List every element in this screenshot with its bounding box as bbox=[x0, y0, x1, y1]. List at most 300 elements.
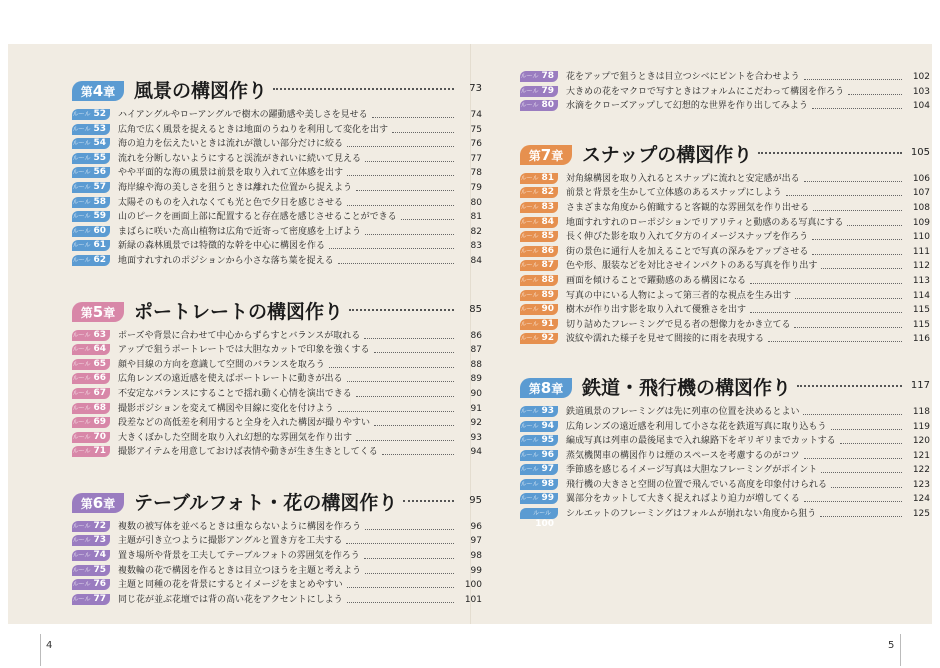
rule-title: 大きめの花をマクロで写すときはフォルムにこだわって構図を作ろう bbox=[566, 86, 845, 97]
rule-page-number: 92 bbox=[470, 418, 482, 429]
toc-row bbox=[520, 186, 930, 201]
rule-badge bbox=[72, 240, 110, 251]
rule-number: 85 bbox=[541, 231, 554, 242]
rule-title: 複数輪の花で構図を作るときは目立つほうを主題と考えよう bbox=[118, 565, 362, 576]
rule-number: 94 bbox=[541, 420, 554, 431]
rule-title: 切り詰めたフレーミングで見る者の想像力をかき立てる bbox=[566, 319, 791, 330]
rule-badge bbox=[520, 464, 558, 475]
rule-badge-prefix: ルール bbox=[72, 331, 91, 339]
rule-page-number: 80 bbox=[470, 197, 482, 208]
leader-dots bbox=[401, 219, 454, 220]
rule-badge bbox=[72, 579, 110, 590]
rule-page-number: 102 bbox=[912, 72, 930, 82]
rule-badge bbox=[72, 197, 110, 208]
chapter-badge-label: 第 bbox=[528, 381, 541, 396]
rule-number: 88 bbox=[541, 274, 554, 285]
chapter-badge-number: 5 bbox=[92, 302, 104, 321]
rule-title: まばらに咲いた高山植物は広角で近寄って密度感を上げよう bbox=[118, 226, 362, 237]
chapter-badge-label: 第 bbox=[80, 496, 93, 511]
rule-badge bbox=[520, 290, 558, 301]
leader-dots bbox=[831, 487, 902, 488]
rule-page-number: 87 bbox=[470, 345, 482, 356]
chapter-badge-number: 6 bbox=[92, 493, 104, 512]
rule-number: 92 bbox=[541, 333, 554, 344]
rule-number: 77 bbox=[93, 593, 106, 604]
rule-number: 80 bbox=[541, 100, 554, 111]
rule-badge bbox=[72, 359, 110, 370]
rule-number: 61 bbox=[93, 240, 106, 251]
rule-badge-prefix: ルール bbox=[72, 154, 91, 162]
toc-row bbox=[72, 225, 482, 240]
rule-badge-prefix: ルール bbox=[72, 242, 91, 250]
leader-dots bbox=[347, 146, 454, 147]
rule-page-number: 120 bbox=[912, 436, 930, 447]
rule-page-number: 84 bbox=[470, 255, 482, 266]
rule-title: 山のピークを画面上部に配置すると存在感を感じさせることができる bbox=[118, 212, 397, 223]
leader-dots bbox=[831, 429, 902, 430]
folio-bar-right bbox=[900, 634, 901, 666]
rule-badge bbox=[72, 153, 110, 164]
rule-badge-prefix: ルール bbox=[520, 218, 539, 226]
rule-title: 撮影ポジションを変えて構図や目線に変化を付けよう bbox=[118, 403, 334, 414]
toc-row bbox=[520, 507, 930, 530]
toc-row bbox=[520, 492, 930, 507]
rule-title: 蒸気機関車の構図作りは煙のスペースを考慮するのがコツ bbox=[566, 450, 800, 461]
chapter-leader-dots bbox=[758, 152, 902, 154]
rule-badge bbox=[520, 435, 558, 446]
rule-badge bbox=[520, 260, 558, 271]
rule-number: 67 bbox=[93, 387, 106, 398]
rule-badge-prefix: ルール bbox=[72, 448, 91, 456]
rule-title: 波紋や濡れた様子を見せて間接的に雨を表現する bbox=[566, 334, 765, 345]
rule-badge bbox=[72, 403, 110, 414]
leader-dots bbox=[794, 327, 902, 328]
rule-page-number: 83 bbox=[470, 241, 482, 252]
rule-page-number: 74 bbox=[470, 110, 482, 120]
rule-badge bbox=[520, 231, 558, 242]
rule-badge-prefix: ルール bbox=[520, 495, 539, 503]
rule-title: 海の迫力を伝えたいときは流れが激しい部分だけに絞る bbox=[118, 139, 344, 150]
right-page-toc bbox=[520, 70, 930, 530]
rule-page-number: 90 bbox=[470, 388, 482, 399]
rule-number: 63 bbox=[93, 329, 106, 340]
rule-badge bbox=[520, 479, 558, 490]
leader-dots bbox=[847, 225, 902, 226]
rule-number: 79 bbox=[541, 85, 554, 96]
rule-number: 52 bbox=[93, 109, 106, 119]
rule-page-number: 86 bbox=[470, 330, 482, 341]
rule-badge-prefix: ルール bbox=[72, 595, 91, 603]
toc-row bbox=[520, 303, 930, 318]
rule-number: 70 bbox=[93, 431, 106, 442]
rule-badge bbox=[72, 124, 110, 135]
rule-badge-prefix: ルール bbox=[72, 360, 91, 368]
rule-badge-prefix: ルール bbox=[72, 522, 91, 530]
chapter-heading-ch8 bbox=[520, 373, 930, 401]
rule-badge bbox=[72, 535, 110, 546]
rule-number: 83 bbox=[541, 201, 554, 212]
rule-badge-prefix: ルール bbox=[520, 87, 539, 95]
rule-number: 54 bbox=[93, 138, 106, 149]
rule-badge-prefix: ルール bbox=[72, 140, 91, 148]
chapter-badge-suffix: 章 bbox=[103, 85, 116, 99]
leader-dots bbox=[338, 411, 454, 412]
rule-badge bbox=[72, 211, 110, 222]
rule-title: やや平面的な海の風景は前景を取り入れて立体感を出す bbox=[118, 168, 344, 179]
rule-page-number: 82 bbox=[470, 226, 482, 237]
chapter-title: 風景の構図作り bbox=[134, 80, 268, 102]
toc-row bbox=[520, 85, 930, 100]
rule-page-number: 124 bbox=[912, 494, 930, 505]
rule-badge-prefix: ルール bbox=[520, 437, 539, 445]
rule-title: 海岸線や海の美しさを狙うときは離れた位置から捉えよう bbox=[118, 182, 353, 193]
rule-title: 広角レンズの遠近感を利用して小さな花を鉄道写真に取り込もう bbox=[566, 421, 827, 432]
leader-dots bbox=[750, 283, 902, 284]
rule-badge-prefix: ルール bbox=[520, 320, 539, 328]
rule-number: 99 bbox=[541, 493, 554, 504]
rule-badge bbox=[72, 344, 110, 355]
leader-dots bbox=[347, 602, 454, 603]
rule-badge bbox=[72, 565, 110, 576]
rule-number: 86 bbox=[541, 245, 554, 256]
rule-number: 58 bbox=[93, 196, 106, 207]
rule-page-number: 118 bbox=[912, 406, 930, 417]
rule-badge bbox=[520, 304, 558, 315]
rule-number: 81 bbox=[541, 172, 554, 183]
rule-title: 色や形、服装などを対比させインパクトのある写真を作り出す bbox=[566, 261, 818, 272]
leader-dots bbox=[365, 161, 454, 162]
rule-page-number: 76 bbox=[470, 139, 482, 150]
rule-badge-prefix: ルール bbox=[520, 189, 539, 197]
toc-row bbox=[72, 196, 482, 211]
rule-page-number: 111 bbox=[912, 246, 930, 257]
rule-title: 同じ花が並ぶ花壇では背の高い花をアクセントにしよう bbox=[118, 594, 343, 605]
rule-title: 広角レンズの遠近感を使えばポートレートに動きが出る bbox=[118, 374, 343, 385]
leader-dots bbox=[803, 414, 902, 415]
rule-badge-prefix: ルール bbox=[72, 227, 91, 235]
rule-badge bbox=[520, 246, 558, 257]
rule-badge-prefix: ルール bbox=[72, 213, 91, 221]
rule-badge bbox=[520, 217, 558, 228]
leader-dots bbox=[812, 254, 902, 255]
rule-badge-prefix: ルール bbox=[72, 552, 91, 560]
leader-dots bbox=[356, 440, 454, 441]
toc-row bbox=[72, 402, 482, 417]
rule-page-number: 119 bbox=[912, 421, 930, 432]
rule-badge bbox=[72, 226, 110, 237]
chapter-badge-number: 7 bbox=[540, 145, 552, 164]
leader-dots bbox=[338, 263, 454, 264]
rule-page-number: 81 bbox=[470, 212, 482, 223]
rule-title: 主題が引き立つように撮影アングルと置き方を工夫する bbox=[118, 536, 343, 547]
rule-page-number: 94 bbox=[470, 447, 482, 458]
rule-number: 78 bbox=[541, 71, 554, 81]
chapter-title: スナップの構図作り bbox=[582, 143, 753, 166]
rule-number: 90 bbox=[541, 304, 554, 315]
rule-number: 55 bbox=[93, 152, 106, 163]
leader-dots bbox=[374, 352, 454, 353]
leader-dots bbox=[820, 516, 902, 517]
toc-row bbox=[520, 318, 930, 333]
toc-row bbox=[520, 274, 930, 289]
leader-dots bbox=[795, 298, 902, 299]
rule-number: 73 bbox=[93, 535, 106, 546]
rule-title: 広角で広く風景を捉えるときは地面のうねりを利用して変化を出す bbox=[118, 124, 389, 135]
rule-badge-prefix: ルール bbox=[520, 233, 539, 241]
rule-number: 66 bbox=[93, 373, 106, 384]
left-page-toc bbox=[72, 76, 482, 607]
rule-badge bbox=[72, 446, 110, 457]
toc-row bbox=[72, 108, 482, 123]
rule-title: アップで狙うポートレートでは大胆なカットで印象を強くする bbox=[118, 345, 370, 356]
rule-number: 71 bbox=[93, 446, 106, 457]
rule-number: 74 bbox=[93, 550, 106, 561]
toc-row bbox=[520, 216, 930, 231]
leader-dots bbox=[821, 472, 902, 473]
rule-page-number: 97 bbox=[470, 536, 482, 547]
rule-title: 写真の中にいる人物によって第三者的な視点を生み出す bbox=[566, 290, 792, 301]
leader-dots bbox=[372, 117, 454, 118]
rule-title: さまざまな角度から俯瞰すると客観的な雰囲気を作り出せる bbox=[566, 202, 810, 213]
toc-row bbox=[72, 181, 482, 196]
rule-badge bbox=[520, 421, 558, 432]
rule-badge bbox=[520, 86, 558, 97]
rule-badge-prefix: ルール bbox=[72, 433, 91, 441]
toc-row bbox=[72, 123, 482, 138]
rule-page-number: 125 bbox=[912, 509, 930, 520]
leader-dots bbox=[347, 175, 454, 176]
rule-number: 84 bbox=[541, 216, 554, 227]
rule-page-number: 99 bbox=[470, 565, 482, 576]
rule-badge-prefix: ルール bbox=[520, 174, 539, 182]
toc-row bbox=[520, 478, 930, 493]
rule-number: 60 bbox=[93, 225, 106, 236]
chapter-badge bbox=[520, 145, 572, 165]
rule-title: 複数の被写体を並べるときは重ならないように構図を作ろう bbox=[118, 521, 362, 532]
rule-title: 対角線構図を取り入れるとスナップに流れと安定感が出る bbox=[566, 173, 800, 184]
toc-row bbox=[520, 332, 930, 347]
rule-title: 街の景色に通行人を加えることで写真の深みをアップさせる bbox=[566, 246, 809, 257]
rule-title: 飛行機の大きさと空間の位置で飛んでいる高度を印象付けられる bbox=[566, 479, 828, 490]
leader-dots bbox=[364, 558, 454, 559]
leader-dots bbox=[392, 132, 454, 133]
rule-title: 編成写真は列車の最後尾まで入れ線路下をギリギリまでカットする bbox=[566, 436, 836, 447]
rule-page-number: 113 bbox=[912, 275, 930, 286]
rule-title: 樹木が作り出す影を取り入れて優雅さを出す bbox=[566, 305, 747, 316]
rule-page-number: 78 bbox=[470, 168, 482, 179]
rule-badge-prefix: ルール bbox=[72, 566, 91, 574]
rule-badge-prefix: ルール bbox=[520, 407, 539, 415]
chapter-page-number: 73 bbox=[469, 83, 482, 94]
rule-badge bbox=[72, 330, 110, 341]
rule-badge-prefix: ルール bbox=[520, 422, 539, 430]
toc-row bbox=[72, 372, 482, 387]
rule-page-number: 116 bbox=[912, 334, 930, 345]
rule-badge bbox=[72, 550, 110, 561]
rule-badge bbox=[72, 388, 110, 399]
leader-dots bbox=[804, 501, 902, 502]
rule-page-number: 96 bbox=[470, 521, 482, 532]
rule-number: 91 bbox=[541, 318, 554, 329]
rule-badge bbox=[520, 187, 558, 198]
leader-dots bbox=[346, 543, 454, 544]
leader-dots bbox=[382, 454, 454, 455]
rule-page-number: 123 bbox=[912, 479, 930, 490]
rule-badge-prefix: ルール bbox=[72, 183, 91, 191]
toc-row bbox=[72, 387, 482, 402]
leader-dots bbox=[364, 338, 454, 339]
page-number-right: 5 bbox=[888, 640, 895, 651]
leader-dots bbox=[365, 234, 454, 235]
chapter-badge-suffix: 章 bbox=[103, 496, 116, 511]
leader-dots bbox=[840, 443, 902, 444]
rule-page-number: 100 bbox=[464, 580, 482, 591]
chapter-badge-label: 第 bbox=[80, 85, 93, 99]
leader-dots bbox=[750, 312, 902, 313]
toc-row bbox=[520, 259, 930, 274]
rule-page-number: 108 bbox=[912, 202, 930, 213]
rule-badge bbox=[520, 71, 558, 82]
rule-title: 流れを分断しないようにすると渓流がきれいに続いて見える bbox=[118, 153, 362, 164]
toc-row bbox=[520, 449, 930, 464]
leader-dots bbox=[374, 425, 454, 426]
rule-badge-prefix: ルール bbox=[520, 73, 539, 80]
rule-page-number: 115 bbox=[912, 319, 930, 330]
toc-row bbox=[72, 593, 482, 608]
rule-badge-prefix: ルール bbox=[520, 451, 539, 459]
rule-number: 56 bbox=[93, 167, 106, 178]
rule-title: 大きくぼかした空間を取り入れ幻想的な雰囲気を作り出す bbox=[118, 432, 353, 443]
leader-dots bbox=[365, 573, 454, 574]
toc-row bbox=[72, 329, 482, 344]
rule-badge bbox=[72, 432, 110, 443]
toc-row bbox=[72, 210, 482, 225]
rule-page-number: 104 bbox=[912, 101, 930, 112]
rule-badge-prefix: ルール bbox=[520, 291, 539, 299]
rule-badge-prefix: ルール bbox=[72, 419, 91, 427]
toc-row bbox=[72, 445, 482, 460]
rule-badge bbox=[520, 508, 558, 530]
toc-row bbox=[72, 166, 482, 181]
rule-badge-prefix: ルール bbox=[72, 111, 91, 118]
rule-number: 62 bbox=[93, 254, 106, 265]
leader-dots bbox=[356, 190, 454, 191]
rule-number: 72 bbox=[93, 520, 106, 531]
rule-title: 置き場所や背景を工夫してテーブルフォトの雰囲気を作ろう bbox=[118, 551, 360, 562]
rule-number: 95 bbox=[541, 435, 554, 446]
rule-badge-prefix: ルール bbox=[72, 389, 91, 397]
leader-dots bbox=[329, 248, 454, 249]
leader-dots bbox=[812, 108, 902, 109]
rule-title: 太陽そのものを入れなくても光と色で夕日を感じさせる bbox=[118, 197, 344, 208]
rule-badge-prefix: ルール bbox=[520, 247, 539, 255]
chapter-leader-dots bbox=[403, 500, 454, 502]
chapter-heading-ch4 bbox=[72, 76, 482, 104]
rule-number: 89 bbox=[541, 289, 554, 300]
rule-title: 不安定なバランスにすることで揺れ動く心情を演出できる bbox=[118, 388, 352, 399]
chapter-title: テーブルフォト・花の構図作り bbox=[134, 491, 398, 514]
rule-badge bbox=[520, 333, 558, 344]
rule-page-number: 101 bbox=[464, 594, 482, 605]
chapter-badge-suffix: 章 bbox=[551, 381, 564, 396]
rule-number: 76 bbox=[93, 579, 106, 590]
rule-page-number: 93 bbox=[470, 432, 482, 443]
rule-number: 97 bbox=[541, 464, 554, 475]
chapter-leader-dots bbox=[797, 385, 902, 387]
chapter-badge-number: 8 bbox=[540, 378, 552, 397]
chapter-badge-label: 第 bbox=[528, 148, 541, 163]
rule-badge bbox=[520, 450, 558, 461]
rule-page-number: 107 bbox=[912, 188, 930, 199]
leader-dots bbox=[347, 587, 454, 588]
rule-number: 87 bbox=[541, 260, 554, 271]
toc-row bbox=[520, 420, 930, 435]
leader-dots bbox=[347, 205, 454, 206]
rule-title: 撮影アイテムを用意しておけば表情や動きが生き生きとしてくる bbox=[118, 447, 378, 458]
chapter-badge bbox=[72, 493, 124, 513]
rule-badge bbox=[520, 319, 558, 330]
rule-number: 69 bbox=[93, 417, 106, 428]
rule-title: ポーズや背景に合わせて中心からずらすとバランスが取れる bbox=[118, 330, 361, 341]
leader-dots bbox=[786, 195, 902, 196]
toc-row bbox=[72, 534, 482, 549]
rule-badge-prefix: ルール bbox=[520, 203, 539, 211]
toc-row bbox=[520, 99, 930, 114]
rule-number: 59 bbox=[93, 211, 106, 222]
leader-dots bbox=[813, 210, 902, 211]
rule-badge-prefix: ルール bbox=[520, 335, 539, 343]
rule-page-number: 110 bbox=[912, 232, 930, 243]
rule-page-number: 115 bbox=[912, 305, 930, 316]
toc-row bbox=[520, 230, 930, 245]
toc-row bbox=[72, 549, 482, 564]
rule-badge-prefix: ルール bbox=[72, 346, 91, 354]
rule-badge bbox=[72, 594, 110, 605]
rule-badge-prefix: ルール bbox=[520, 276, 539, 284]
rule-page-number: 75 bbox=[470, 124, 482, 135]
rule-page-number: 79 bbox=[470, 182, 482, 193]
page-number-left: 4 bbox=[46, 640, 53, 651]
toc-row bbox=[72, 431, 482, 446]
rule-page-number: 77 bbox=[470, 153, 482, 164]
toc-row bbox=[72, 254, 482, 269]
chapter-leader-dots bbox=[349, 309, 454, 311]
rule-badge-prefix: ルール bbox=[72, 537, 91, 545]
toc-row bbox=[520, 201, 930, 216]
chapter-page-number: 105 bbox=[910, 146, 930, 158]
leader-dots bbox=[848, 94, 902, 95]
rule-badge bbox=[72, 417, 110, 428]
rule-title: 地面すれすれのローポジションでリアリティと動感のある写真にする bbox=[566, 217, 844, 228]
rule-badge bbox=[72, 255, 110, 266]
chapter-page-number: 85 bbox=[469, 303, 482, 315]
rule-title: 地面すれすれのポジションから小さな落ち葉を捉える bbox=[118, 255, 334, 266]
rule-badge bbox=[520, 173, 558, 184]
toc-row bbox=[520, 463, 930, 478]
rule-page-number: 122 bbox=[912, 465, 930, 476]
chapter-title: 鉄道・飛行機の構図作り bbox=[582, 376, 792, 399]
rule-number: 65 bbox=[93, 358, 106, 369]
rule-title: 画面を傾けることで躍動感のある構図になる bbox=[566, 275, 747, 286]
rule-badge bbox=[72, 138, 110, 149]
toc-row bbox=[72, 416, 482, 431]
leader-dots bbox=[365, 529, 454, 530]
rule-title: 鉄道風景のフレーミングは先に列車の位置を決めるとよい bbox=[566, 406, 800, 417]
rule-badge-prefix: ルール bbox=[72, 125, 91, 133]
leader-dots bbox=[821, 268, 902, 269]
toc-row bbox=[520, 245, 930, 260]
rule-page-number: 91 bbox=[470, 403, 482, 414]
